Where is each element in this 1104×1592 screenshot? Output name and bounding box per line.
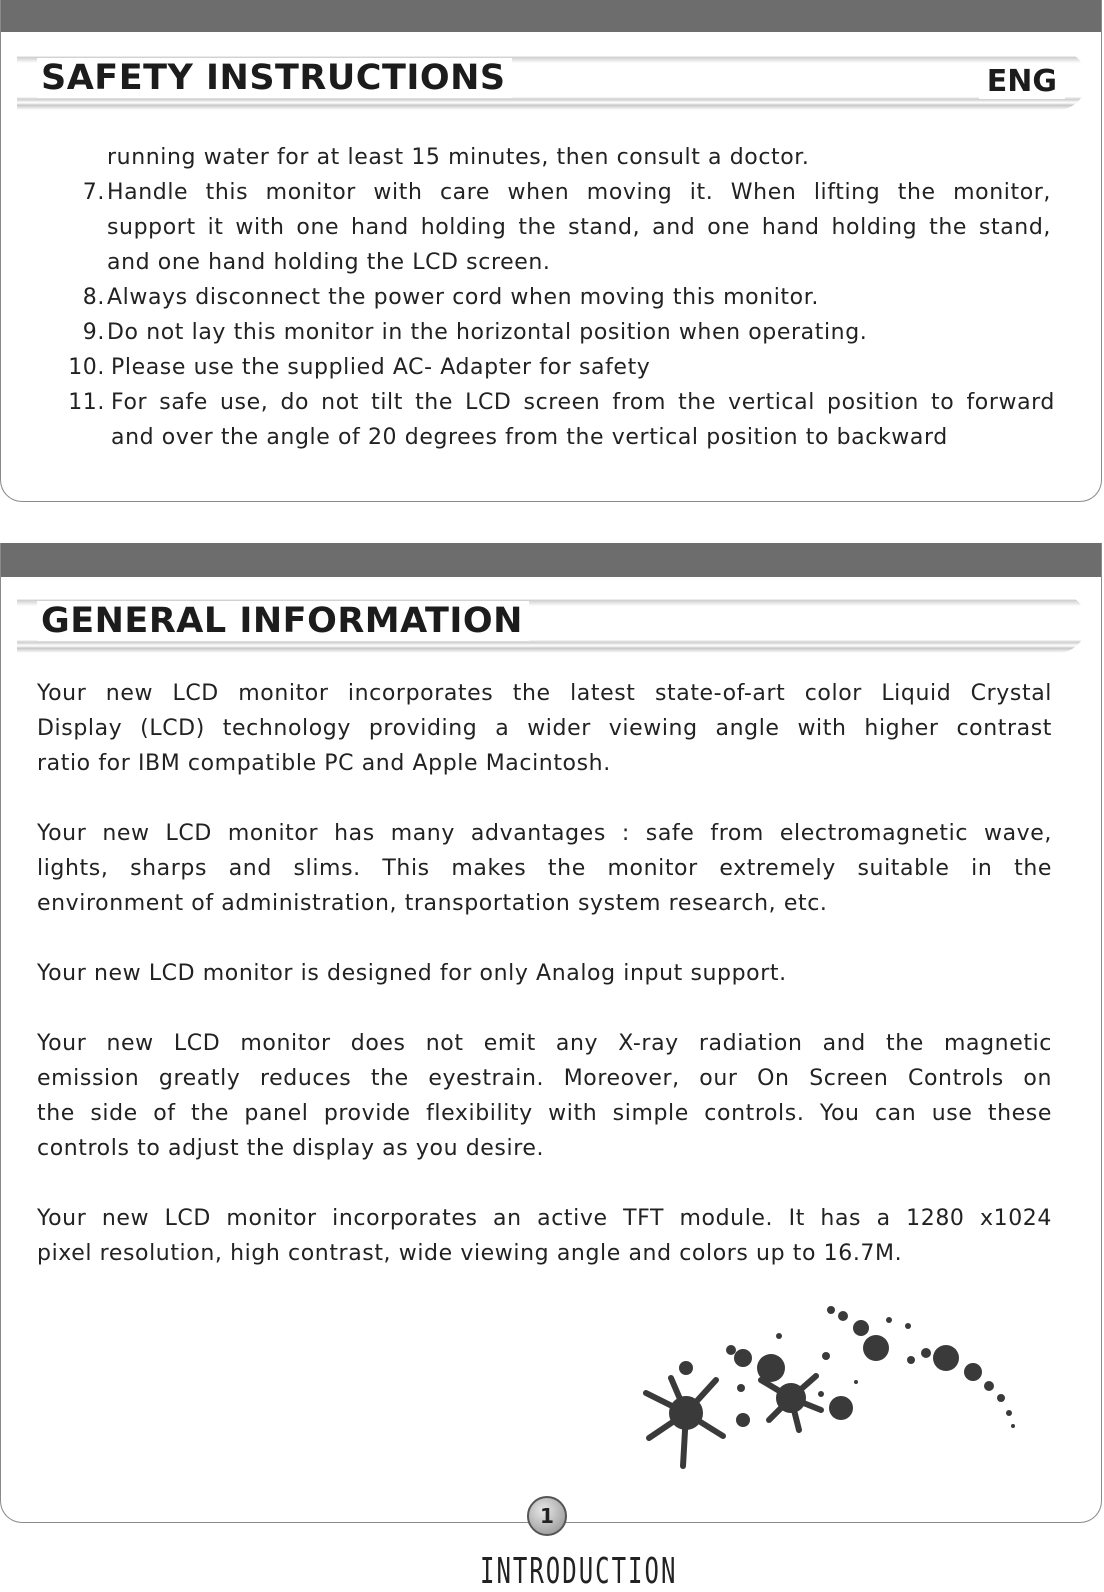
safety-list-line <box>61 350 1061 385</box>
list-item-text: Always disconnect the power cord when moving this monitor. <box>107 285 819 310</box>
list-item-text: Do not lay this monitor in the horizontal position when operating. <box>107 320 868 345</box>
safety-title-bar <box>17 50 1087 110</box>
paragraph-line: Your new LCD monitor is designed for only Analog input support. <box>37 961 787 986</box>
paragraph-line: the side of the panel provide flexibility with simple controls. You can use these <box>37 1101 1052 1126</box>
general-section-title: GENERAL INFORMATION <box>37 601 529 641</box>
general-panel <box>0 543 1102 1523</box>
safety-list-line <box>61 420 1061 455</box>
general-title-bar <box>17 593 1087 653</box>
safety-list <box>61 140 1061 455</box>
list-item-text: Please use the supplied AC- Adapter for safety <box>111 355 651 380</box>
safety-list-line <box>61 280 1061 315</box>
language-label: ENG <box>979 64 1065 99</box>
paragraph-line: emission greatly reduces the eyestrain. Moreover, our On Screen Controls on <box>37 1066 1052 1091</box>
paragraph-line: Your new LCD monitor incorporates the latest state-of-art color Liquid Crystal <box>37 681 1052 706</box>
paragraph-line: pixel resolution, high contrast, wide viewing angle and colors up to 16.7M. <box>37 1241 903 1266</box>
list-item-text: and over the angle of 20 degrees from the vertical position to backward <box>111 425 948 450</box>
paragraph-line: lights, sharps and slims. This makes the monitor extremely suitable in the <box>37 856 1052 881</box>
list-item-number: 8. <box>82 285 105 310</box>
list-item-number: 11. <box>68 390 105 415</box>
info-paragraph <box>37 816 1052 921</box>
safety-panel <box>0 0 1102 502</box>
list-item-text: running water for at least 15 minutes, then consult a doctor. <box>107 145 810 170</box>
page-number-badge: 1 <box>527 1496 567 1536</box>
safety-list-line <box>61 315 1061 350</box>
list-item-number: 9. <box>82 320 105 345</box>
list-item-number: 10. <box>68 355 105 380</box>
paragraph-line: environment of administration, transportation system research, etc. <box>37 891 828 916</box>
list-item-text: support it with one hand holding the stand, and one hand holding the stand, <box>107 215 1051 240</box>
info-paragraph <box>37 676 1052 781</box>
safety-section-title: SAFETY INSTRUCTIONS <box>37 58 512 98</box>
paragraph-line: controls to adjust the display as you desire. <box>37 1136 545 1161</box>
info-paragraph <box>37 1201 1052 1271</box>
safety-list-line <box>61 385 1061 420</box>
safety-list-line <box>61 140 1061 175</box>
list-item-text: For safe use, do not tilt the LCD screen from the vertical position to forward <box>111 390 1055 415</box>
list-item-text: Handle this monitor with care when moving it. When lifting the monitor, <box>107 180 1051 205</box>
info-paragraph <box>37 1026 1052 1166</box>
safety-list-line <box>61 245 1061 280</box>
decorative-splash-illustration <box>631 1298 1051 1498</box>
list-item-text: and one hand holding the LCD screen. <box>107 250 551 275</box>
general-top-bar <box>1 543 1101 577</box>
paragraph-line: Your new LCD monitor has many advantages : safe from electromagnetic wave, <box>37 821 1052 846</box>
safety-list-line <box>61 210 1061 245</box>
info-paragraph <box>37 956 1052 991</box>
safety-list-line <box>61 175 1061 210</box>
general-body <box>37 676 1052 1306</box>
paragraph-line: Your new LCD monitor does not emit any X-ray radiation and the magnetic <box>37 1031 1052 1056</box>
list-item-number: 7. <box>82 180 105 205</box>
section-footer-label: INTRODUCTION <box>480 1550 678 1592</box>
paragraph-line: ratio for IBM compatible PC and Apple Macintosh. <box>37 751 611 776</box>
safety-top-bar <box>1 0 1101 32</box>
paragraph-line: Your new LCD monitor incorporates an active TFT module. It has a 1280 x1024 <box>37 1206 1052 1231</box>
paragraph-line: Display (LCD) technology providing a wider viewing angle with higher contrast <box>37 716 1052 741</box>
